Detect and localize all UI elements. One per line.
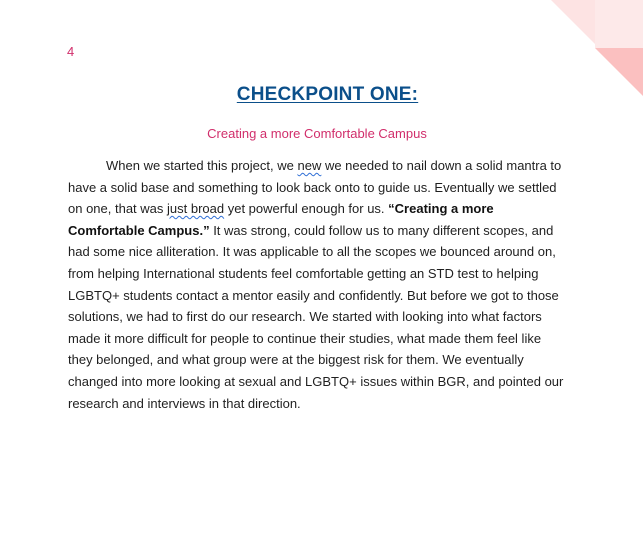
page-title: CHECKPOINT ONE: xyxy=(236,84,419,105)
body-text-segment: we needed to nail down a solid mantra to have a solid base and something to look back onto to guide us. Eventually we settled on one, that was xyxy=(68,158,562,217)
body-paragraph xyxy=(68,155,568,414)
body-text-segment: yet powerful enough for us. xyxy=(224,201,389,217)
page-number: 4 xyxy=(67,44,75,59)
spellcheck-flagged-word[interactable]: new xyxy=(297,158,322,173)
mantra-quote: “Creating a more Comfortable Campus.” xyxy=(68,201,494,238)
body-text-segment: It was strong, could follow us to many different scopes, and had some nice alliteration. It was applicable to all the scopes we bounced around on, from helping International students feel comfortable getting an STD test to helping LGBTQ+ students contact a mentor easily and confidently. But before we got to those solutions, we had to first do our research. We started with looking into what factors made it more difficult for people to continue their studies, what made them feel like they belonged, and what group were at the biggest risk for them. We eventually changed into more looking at sexual and LGBTQ+ issues within BGR, and pointed our research and interviews in that direction. xyxy=(68,222,564,411)
body-text-segment: When we started this project, we xyxy=(106,158,298,173)
body-paragraph-container xyxy=(68,155,568,414)
page-subtitle: Creating a more Comfortable Campus xyxy=(207,126,427,141)
spellcheck-flagged-phrase[interactable]: just broad xyxy=(167,201,225,217)
